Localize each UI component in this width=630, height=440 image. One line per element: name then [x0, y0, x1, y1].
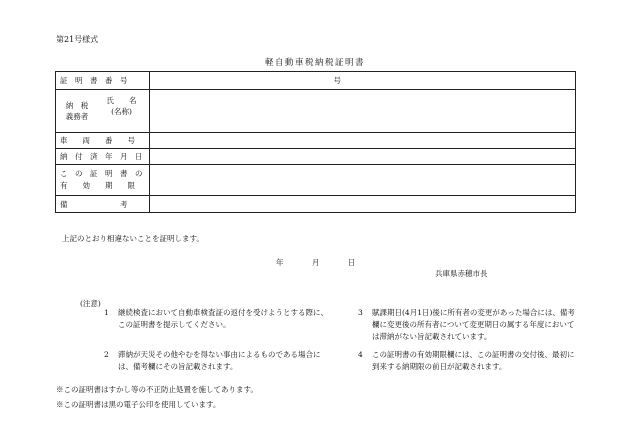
certify-statement: 上記のとおり相違ないことを証明します。	[62, 234, 204, 243]
cert-number-suffix: 号	[333, 76, 341, 85]
cert-number-label: 証 明 書 番 号	[56, 72, 150, 90]
paid-date-label: 納 付 済 年 月 日	[56, 149, 150, 165]
note-item	[104, 307, 334, 331]
note-number: 2	[104, 350, 109, 359]
cert-number-value	[150, 72, 576, 90]
certificate-table	[55, 71, 576, 213]
paid-date-value	[150, 149, 576, 165]
notes-heading: (注意)	[80, 299, 101, 308]
document-title: 軽自動車税納税証明書	[264, 58, 365, 68]
footnote-seal: ※この証明書は黒の電子公印を使用しています。	[56, 400, 221, 409]
form-number: 第21号様式	[56, 35, 99, 44]
issue-date: 年 月 日	[276, 258, 356, 267]
remarks-label: 備 考	[56, 196, 150, 213]
taxpayer-label-cell	[56, 90, 150, 133]
taxpayer-label	[56, 90, 94, 132]
validity-label	[56, 165, 150, 196]
note-text: 滞納が天災その他やむを得ない事由によるものである場合には、備考欄にその旨記載されます。	[118, 350, 321, 371]
row-paid-date	[56, 149, 576, 165]
name-label-line1: 氏 名	[106, 96, 137, 105]
row-taxpayer	[56, 90, 576, 133]
remarks-value	[150, 196, 576, 213]
row-vehicle-number	[56, 133, 576, 149]
note-text: この証明書の有効期限欄には、この証明書の交付後、最初に到来する納期限の前日が記載されます。	[372, 350, 575, 371]
row-validity	[56, 165, 576, 196]
note-item	[104, 349, 334, 373]
note-text: 継続検査において自動車検査証の返付を受けようとする際に、この証明書を提示してください。	[118, 308, 328, 329]
validity-value	[150, 165, 576, 196]
name-label	[94, 90, 149, 132]
note-text: 賦課期日(4月1日)後に所有者の変更があった場合には、備考欄に変更後の所有者について変更期日の属する年度においては滞納がない旨記載されています。	[372, 308, 575, 341]
footnote-watermark: ※この証明書はすかし等の不正防止処置を施してあります。	[56, 385, 258, 394]
note-number: 4	[358, 350, 363, 359]
row-certificate-number	[56, 72, 576, 90]
vehicle-number-label: 車 両 番 号	[56, 133, 150, 149]
taxpayer-label-line1: 納 税	[65, 101, 89, 110]
row-remarks	[56, 196, 576, 213]
issuer-name: 兵庫県赤穂市長	[435, 269, 488, 278]
validity-label-line1: こ の 証 明 書 の	[60, 169, 143, 178]
taxpayer-label-line2: 義務者	[65, 112, 89, 121]
note-item	[358, 349, 580, 373]
note-number: 3	[358, 308, 363, 317]
note-item	[358, 307, 580, 343]
taxpayer-value	[150, 90, 576, 133]
vehicle-number-value	[150, 133, 576, 149]
validity-label-line2: 有 効 期 限	[60, 181, 135, 190]
note-number: 1	[104, 308, 109, 317]
name-label-line2: (名称)	[111, 107, 132, 116]
